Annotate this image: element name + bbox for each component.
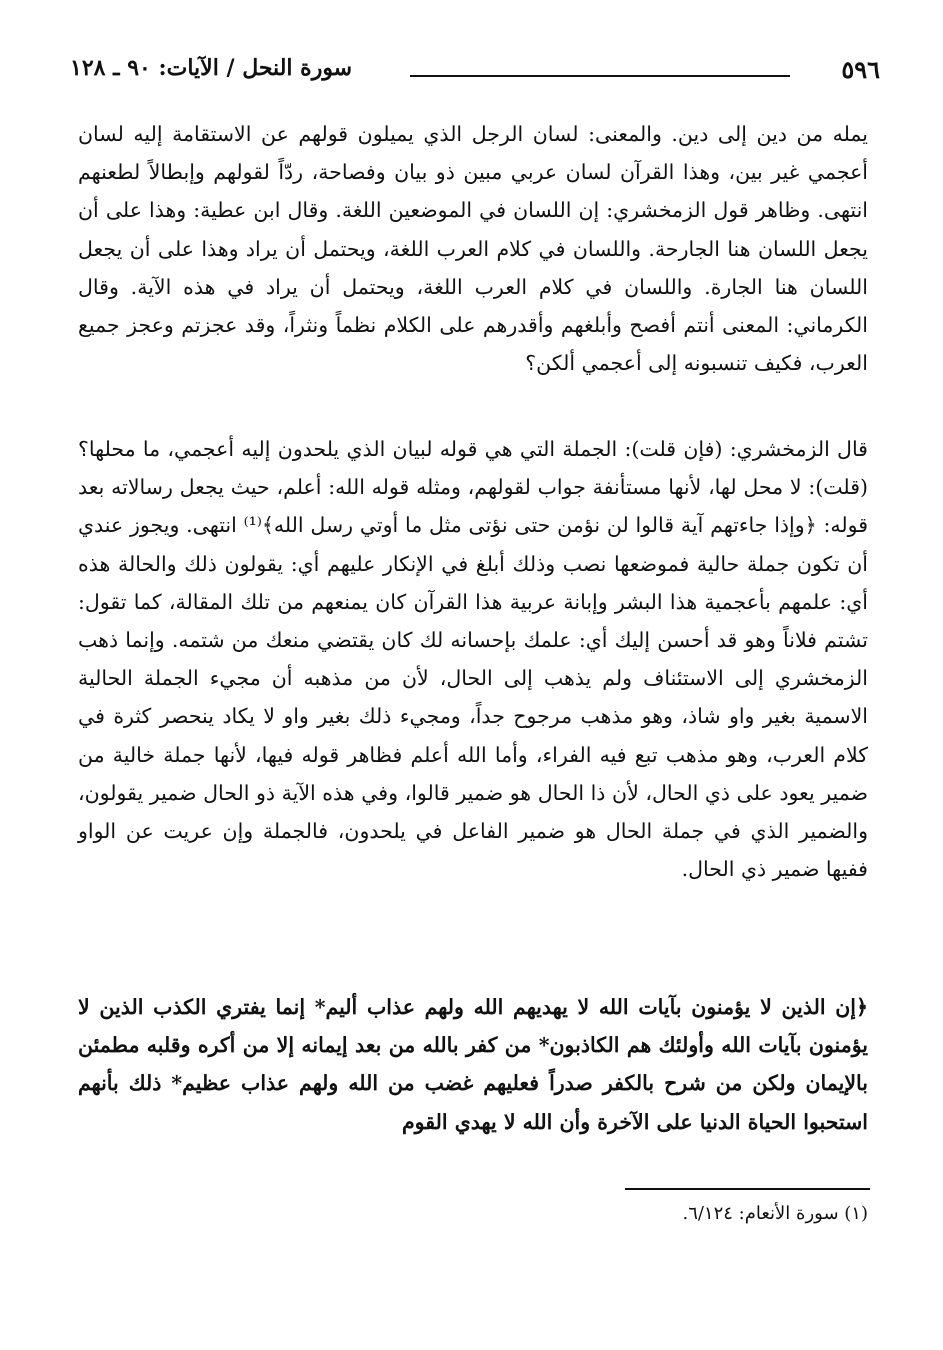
verse-text: ﴿إن الذين لا يؤمنون بآيات الله لا يهديهم الله ولهم عذاب أليم* إنما يفتري الكذب الذين لا يؤمنون بآيات الله وأولئك هم الكاذبون* من كفر بالله من بعد إيمانه إلا من أكره وقلبه مطمئن بالإيمان ولكن من شرح بالكفر صدراً فعليهم غضب من الله ولهم عذاب عظيم* ذلك بأنهم استحبوا الحياة الدنيا على الآخرة وأن الله لا يهدي القوم — [78, 995, 868, 1134]
paragraph-text: قال الزمخشري: (فإن قلت): الجملة التي هي قوله لبيان الذي يلحدون إليه أعجمي، ما محلها؟ (قلت): لا محل لها، لأنها مستأنفة جواب لقولهم، ومثله قوله الله: أعلم، حيث يجعل رسالاته بعد قوله: ﴿وإذا جاءتهم آية قالوا لن نؤمن حتى نؤتى مثل ما أوتي رسل الله﴾⁽¹⁾ انتهى. ويجوز عندي أن تكون جملة حالية فموضعها نصب وذلك أبلغ في الإنكار عليهم أي: يقولون ذلك والحالة هذه أي: علمهم بأعجمية هذا البشر وإبانة عربية هذا القرآن كان يمنعهم من تلك المقالة، كما تقول: تشتم فلاناً وهو قد أحسن إليك أي: علمك بإحسانه لك كان يقتضي منعك من شتمه. وإنما ذهب الزمخشري إلى الاستئناف ولم يذهب إلى الحال، لأن من مذهبه أن مجيء الجملة الحالية الاسمية بغير واو شاذ، وهو مذهب مرجوح جداً، ومجيء ذلك بغير واو لا يكاد ينحصر كثرة في كلام العرب، وهو مذهب تبع فيه الفراء، وأما الله أعلم فظاهر قوله فيها، لأنها جملة خالية من ضمير يعود على ذي الحال، لأن ذا الحال هو ضمير قالوا، وفي هذه الآية ذو الحال ضمير يقولون، والضمير الذي في جملة الحال هو ضمير الفاعل في يلحدون، فالجملة وإن عريت عن الواو ففيها ضمير ذي الحال. — [78, 437, 868, 882]
footnote: (١) سورة الأنعام: ٦/١٢٤. — [682, 1203, 868, 1224]
quran-verse-block — [78, 988, 868, 1141]
running-title: سورة النحل / الآيات: ٩٠ ـ ١٢٨ — [70, 55, 353, 81]
header-rule — [410, 75, 790, 77]
paragraph-text: يمله من دين إلى دين. والمعنى: لسان الرجل الذي يميلون قولهم عن الاستقامة إليه لسان أعجمي غير بين، وهذا القرآن لسان عربي مبين ذو بيان وفصاحة، ردّاً لقولهم وإبطالاً لطعنهم انتهى. وظاهر قول الزمخشري: إن اللسان في الموضعين اللغة. وقال ابن عطية: وهذا على أن يجعل اللسان هنا الجارحة. واللسان في كلام العرب اللغة، ويحتمل أن يراد وهذا على أن يجعل اللسان هنا الجارة. واللسان في كلام العرب اللغة، ويحتمل أن يراد في هذه الآية. وقال الكرماني: المعنى أنتم أفصح وأبلغهم وأقدرهم على الكلام نظماً ونثراً، وقد عجزتم وعجز جميع العرب، فكيف تنسبونه إلى أعجمي ألكن؟ — [78, 122, 868, 376]
page-number: ٥٩٦ — [841, 55, 880, 84]
page-header — [70, 55, 880, 91]
footnote-rule — [625, 1188, 870, 1190]
paragraph-commentary-2 — [78, 430, 868, 888]
paragraph-commentary-1 — [78, 115, 868, 382]
